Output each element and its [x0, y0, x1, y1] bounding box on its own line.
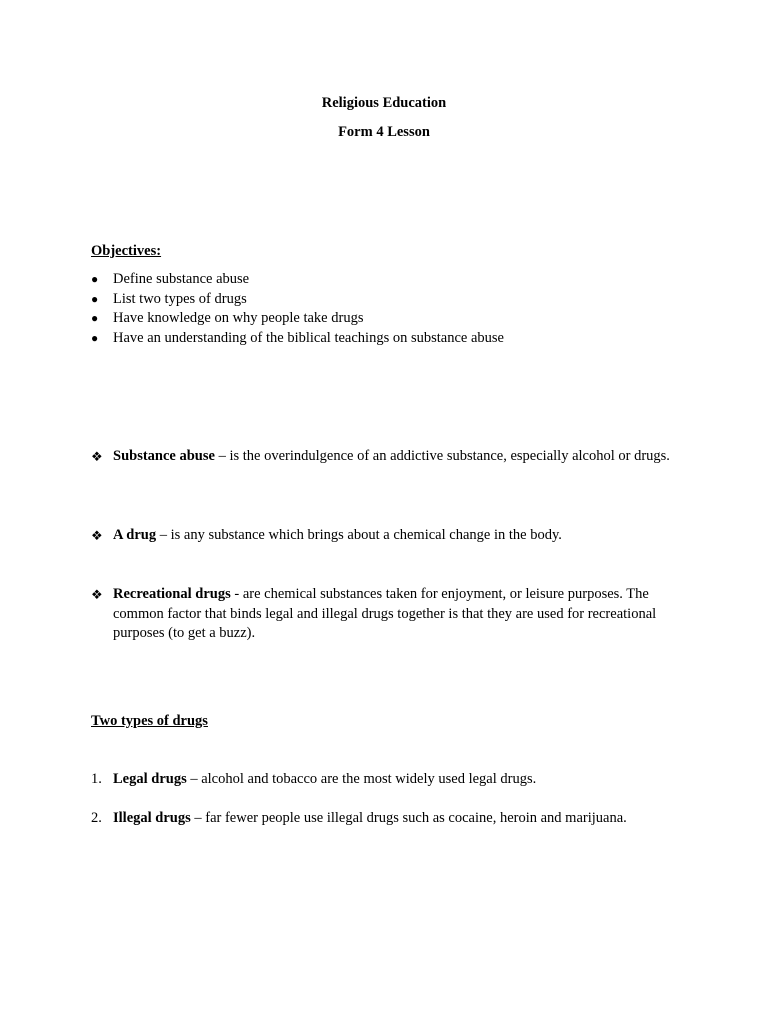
- list-number: 2.: [91, 810, 102, 826]
- drug-type-legal: [91, 770, 691, 790]
- bullet-icon: ●: [91, 330, 99, 345]
- drug-type-text: – far fewer people use illegal drugs such as cocaine, heroin and marijuana.: [190, 810, 627, 826]
- definition-text: – is the overindulgence of an addictive substance, especially alcohol or drugs.: [214, 448, 670, 464]
- objectives-list: [91, 270, 504, 348]
- list-number: 1.: [91, 771, 102, 787]
- diamond-bullet-icon: ❖: [91, 449, 103, 464]
- diamond-bullet-icon: ❖: [91, 587, 103, 602]
- list-item: [91, 329, 504, 349]
- objective-text: List two types of drugs: [113, 290, 247, 307]
- objective-text: Define substance abuse: [113, 271, 250, 287]
- definition-term: A drug: [113, 527, 157, 543]
- definition-a-drug: [91, 526, 691, 546]
- bullet-icon: ●: [91, 311, 99, 325]
- list-item: [91, 290, 504, 310]
- bullet-icon: ●: [91, 272, 99, 286]
- diamond-bullet-icon: ❖: [91, 528, 103, 543]
- document-title: Religious Education: [321, 95, 447, 111]
- list-item: [91, 270, 504, 290]
- definition-substance-abuse: [91, 447, 691, 467]
- definition-term: Substance abuse: [113, 448, 215, 464]
- document-subtitle: Form 4 Lesson: [338, 124, 430, 140]
- objective-text: Have knowledge on why people take drugs: [113, 310, 364, 326]
- objective-text: Have an understanding of the biblical teachings on substance abuse: [113, 329, 504, 346]
- drug-types-heading: Two types of drugs: [91, 713, 208, 729]
- drug-type-term: Legal drugs: [113, 771, 187, 787]
- list-item: [91, 309, 504, 329]
- drug-type-illegal: [91, 809, 691, 829]
- definition-term: Recreational drugs: [113, 586, 231, 602]
- definition-text: – is any substance which brings about a chemical change in the body.: [156, 527, 562, 543]
- bullet-icon: ●: [91, 291, 99, 306]
- definition-recreational-drugs: [91, 585, 691, 644]
- objectives-heading: Objectives:: [91, 243, 162, 259]
- definition-text: - are chemical substances taken for enjoyment, or leisure purposes. The common factor that binds legal and illegal drugs together is that they are used for recreational purposes (to get a buzz).: [113, 586, 657, 641]
- drug-type-term: Illegal drugs: [113, 810, 191, 826]
- drug-type-text: – alcohol and tobacco are the most widely used legal drugs.: [186, 771, 537, 787]
